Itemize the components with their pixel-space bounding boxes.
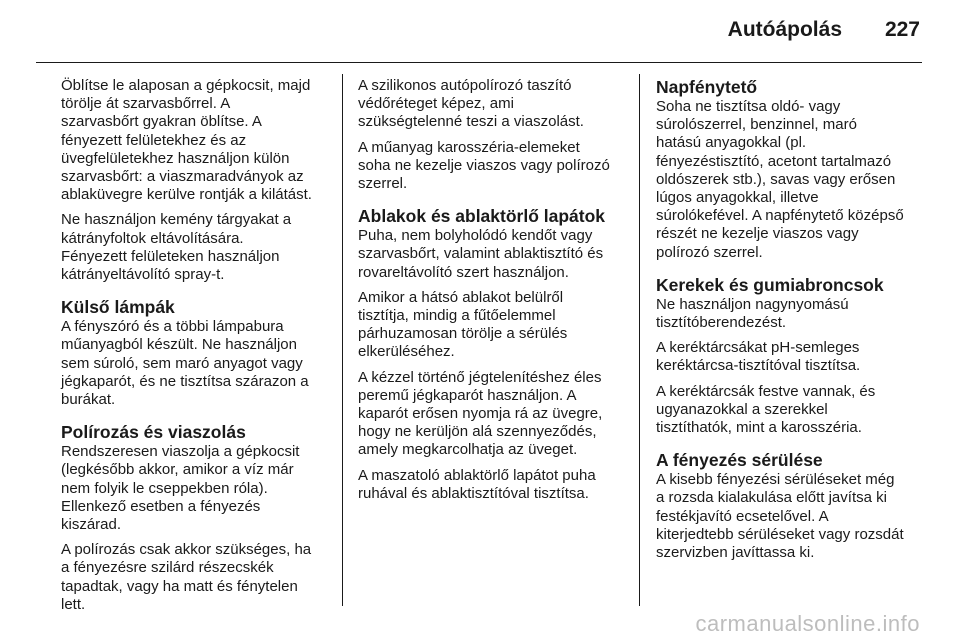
column-3 — [656, 77, 926, 569]
section-heading: Külső lámpák — [61, 297, 175, 318]
page-title: Autóápolás — [727, 18, 842, 41]
page-number: 227 — [884, 18, 920, 41]
page-header — [0, 0, 960, 60]
paragraph: Öblítse le alaposan a gépkocsit, majd törölje át szarvasbőrrel. A szarvasbőrt gyakran öblítse. A fényezett felületekhez és az üvegfelületekhez használjon külön szarvasbőrt: a viaszmaradványok az ablaküvegre kerülve rontják a kilátást. — [61, 77, 312, 204]
column-divider-1 — [342, 74, 343, 606]
paragraph: A keréktárcsák festve vannak, és ugyanazokkal a szerekkel tisztíthatók, mint a karosszéria. — [656, 382, 876, 437]
paragraph: A kisebb fényezési sérüléseket még a rozsda kialakulása előtt javítsa ki festékjavító ecsetelővel. A kiterjedtebb sérüléseket vagy rozsdát szervizben javíttassa ki. — [656, 471, 904, 562]
paragraph: Amikor a hátsó ablakot belülről tisztítja, mindig a fűtőelemmel párhuzamosan törölje a sérülés elkerüléséhez. — [358, 288, 568, 361]
column-2 — [358, 77, 628, 510]
section-heading: Kerekek és gumiabroncsok — [656, 274, 884, 295]
paragraph: Ne használjon nagynyomású tisztítóberendezést. — [656, 295, 849, 332]
paragraph: Soha ne tisztítsa oldó- vagy súrolószerrel, benzinnel, maró hatású anyagokkal (pl. fényezéstisztító, acetont tartalmazó oldószerek stb.), savas vagy erősen lúgos anyagokkal, illetve súrolókefével. A napfénytető középső részét ne kezelje viaszos vagy polírozó szerrel. — [656, 98, 904, 261]
section-heading: A fényezés sérülése — [656, 450, 823, 471]
paragraph: A maszatoló ablaktörlő lapátot puha ruhával és ablaktisztítóval tisztítsa. — [358, 466, 596, 502]
paragraph: Ne használjon kemény tárgyakat a kátrányfoltok eltávolítására. Fényezett felületeken használjon kátrányeltávolító spray-t. — [61, 211, 292, 284]
column-1 — [61, 77, 329, 621]
section-heading: Ablakok és ablaktörlő lapátok — [358, 206, 606, 227]
column-divider-2 — [639, 74, 640, 606]
section-heading: Polírozás és viaszolás — [61, 422, 246, 443]
paragraph: A műanyag karosszéria-elemeket soha ne kezelje viaszos vagy polírozó szerrel. — [358, 138, 610, 193]
paragraph: A fényszóró és a többi lámpabura műanyagból készült. Ne használjon sem súroló, sem maró anyagot vagy jégkaparót, és ne tisztítsa szárazon a burákat. — [61, 318, 309, 409]
paragraph: A keréktárcsákat pH-semleges keréktárcsa-tisztítóval tisztítsa. — [656, 339, 861, 375]
paragraph: Puha, nem bolyholódó kendőt vagy szarvasbőrt, valamint ablaktisztító és rovareltávolító szert használjon. — [358, 227, 604, 281]
paragraph: A polírozás csak akkor szükséges, ha a fényezésre szilárd részecskék tapadtak, vagy ha matt és fénytelen lett. — [61, 541, 312, 613]
section-heading: Napfénytető — [656, 77, 758, 97]
header-rule — [36, 62, 922, 63]
paragraph: A szilikonos autópolírozó taszító védőréteget képez, ami szükségtelenné teszi a viaszolást. — [358, 77, 584, 131]
watermark: carmanualsonline.info — [695, 611, 920, 636]
paragraph: A kézzel történő jégtelenítéshez éles peremű jégkaparót használjon. A kaparót erősen nyomja rá az üvegre, hogy ne kerüljön alá szennyeződés, amely megkarcolhatja az üveget. — [358, 368, 603, 459]
paragraph: Rendszeresen viaszolja a gépkocsit (legkésőbb akkor, amikor a víz már nem folyik le cseppekben róla). Ellenkező esetben a fényezés kiszárad. — [61, 443, 300, 534]
